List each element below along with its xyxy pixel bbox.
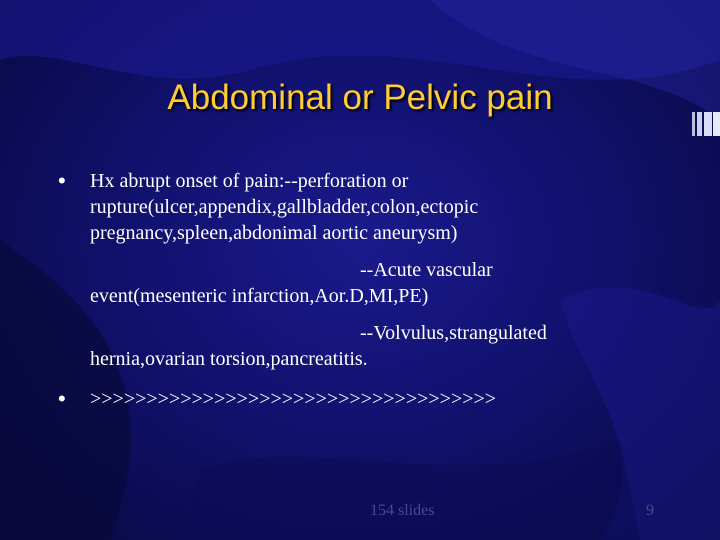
bullet-line: hernia,ovarian torsion,pancreatitis. (90, 348, 368, 370)
bullet-list (58, 168, 658, 412)
bullet-line: >>>>>>>>>>>>>>>>>>>>>>>>>>>>>>>>>>>> (90, 388, 497, 410)
bullet-item (58, 386, 658, 412)
bullet-icon: • (58, 168, 66, 193)
bullet-line: rupture(ulcer,appendix,gallbladder,colon,ectopic (90, 196, 479, 218)
bullet-item (58, 168, 658, 372)
bullet-line: --Volvulus,strangulated (360, 322, 547, 344)
slide-title: Abdominal or Pelvic pain (167, 78, 553, 117)
bullet-line: --Acute vascular (360, 259, 493, 281)
bullet-line: pregnancy,spleen,abdonimal aortic aneurysm) (90, 222, 458, 244)
bullet-line: Hx abrupt onset of pain:--perforation or (90, 170, 409, 192)
wave-bottom (180, 440, 640, 540)
bullet-icon: • (58, 386, 66, 411)
page-number: 9 (646, 502, 654, 519)
bullet-line: event(mesenteric infarction,Aor.D,MI,PE) (90, 285, 429, 307)
slide-footer: 154 slides (370, 502, 435, 519)
